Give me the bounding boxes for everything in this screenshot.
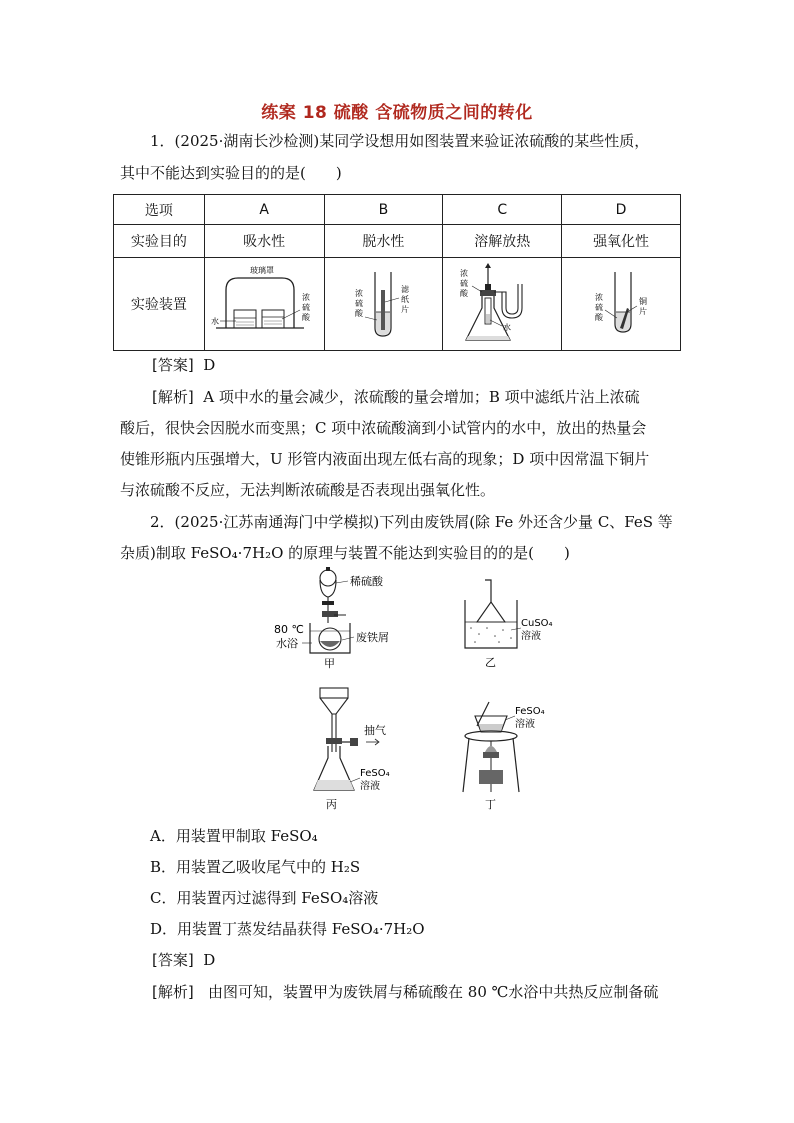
label-figure-jia: 甲: [324, 657, 335, 670]
q2-option-a: A．用装置甲制取 FeSO₄: [150, 827, 318, 845]
q1-analysis-line2: 酸后，很快会因脱水而变黑；C 项中浓硫酸滴到小试管内的水中，放出的热量会: [120, 419, 647, 437]
label-solution: 溶液: [521, 631, 541, 642]
label-acid-char: 硫: [355, 299, 364, 308]
answer-label: [答案]: [152, 951, 194, 969]
label-acid-char: 酸: [595, 313, 604, 322]
label-acid-char: 硫: [595, 303, 604, 312]
label-solution: 溶液: [515, 719, 535, 730]
q1-analysis-line3: 使锥形瓶内压强增大，U 形管内液面出现左低右高的现象；D 项中因常温下铜片: [120, 450, 650, 468]
q1-stem-line1: 1．(2025·湖南长沙检测)某同学设想用如图装置来验证浓硫酸的某些性质，: [150, 132, 650, 150]
label-filter-paper-char: 纸: [401, 295, 410, 304]
table-cell: 脱水性: [324, 225, 443, 258]
label-feso4: FeSO₄: [515, 706, 545, 717]
label-acid-char: 酸: [302, 313, 311, 322]
analysis-label: [解析]: [152, 983, 194, 1001]
table-cell-figure-a: [204, 258, 324, 351]
label-pump: 抽气: [364, 724, 386, 737]
label-filter-paper-char: 滤: [401, 285, 410, 294]
label-acid-char: 浓: [302, 293, 311, 302]
apparatus-yi-figure: [455, 578, 565, 670]
q1-analysis-line4: 与浓硫酸不反应，无法判断浓硫酸是否表现出强氧化性。: [120, 481, 496, 499]
label-acid-char: 浓: [355, 289, 364, 298]
q2-option-d: D．用装置丁蒸发结晶获得 FeSO₄·7H₂O: [150, 920, 425, 938]
analysis-label: [解析]: [152, 388, 194, 406]
label-acid-char: 浓: [460, 269, 469, 278]
copper-test-tube-figure: [565, 262, 677, 346]
q1-experiment-table: [113, 194, 681, 351]
label-figure-yi: 乙: [485, 656, 496, 669]
table-cell-figure-c: [443, 258, 562, 351]
table-cell: A: [204, 195, 324, 225]
table-cell: 溶解放热: [443, 225, 562, 258]
q2-answer-line: [152, 950, 215, 970]
apparatus-bing-figure: [310, 686, 420, 811]
label-figure-ding: 丁: [485, 798, 496, 811]
label-acid-char: 酸: [355, 309, 364, 318]
label-iron-scrap: 废铁屑: [356, 631, 389, 644]
label-acid-char: 浓: [595, 293, 604, 302]
label-feso4: FeSO₄: [360, 768, 390, 779]
label-copper-char: 片: [639, 307, 648, 316]
page-title: 练案 18 硫酸 含硫物质之间的转化: [261, 103, 533, 123]
answer-value: D: [203, 951, 216, 969]
table-row-device: [114, 258, 681, 351]
label-acid-char: 酸: [460, 289, 469, 298]
label-dilute-acid: 稀硫酸: [350, 575, 383, 588]
apparatus-ding-figure: [455, 700, 570, 812]
q2-stem-line1: 2．(2025·江苏南通海门中学模拟)下列由废铁屑(除 Fe 外还含少量 C、FeS 等: [150, 513, 673, 531]
table-row-purpose: [114, 225, 681, 258]
analysis-text: A 项中水的量会减少，浓硫酸的量会增加；B 项中滤纸片沾上浓硫: [203, 388, 640, 406]
label-solution: 溶液: [360, 781, 380, 792]
table-cell: C: [443, 195, 562, 225]
table-cell: B: [324, 195, 443, 225]
label-cuso4: CuSO₄: [521, 618, 553, 629]
label-water: 水: [211, 317, 220, 326]
analysis-text: 由图可知，装置甲为废铁屑与稀硫酸在 80 ℃水浴中共热反应制备硫: [208, 983, 659, 1001]
q2-analysis-line1: [152, 982, 658, 1002]
label-acid-char: 硫: [302, 303, 311, 312]
table-cell-figure-b: [324, 258, 443, 351]
label-temperature: 80 ℃: [274, 623, 304, 636]
label-water: 水: [503, 323, 512, 332]
label-figure-bing: 丙: [326, 798, 337, 811]
q2-stem-line2: 杂质)制取 FeSO₄·7H₂O 的原理与装置不能达到实验目的的是( ): [120, 544, 570, 562]
label-filter-paper-char: 片: [401, 305, 410, 314]
label-acid-char: 硫: [460, 279, 469, 288]
q2-option-c: C．用装置丙过滤得到 FeSO₄溶液: [150, 889, 379, 907]
test-tube-filter-paper-figure: [327, 262, 439, 346]
label-water-bath: 水浴: [276, 637, 298, 650]
table-cell: 实验目的: [114, 225, 205, 258]
table-cell: 吸水性: [204, 225, 324, 258]
q1-stem-line2: 其中不能达到实验目的的是( ): [120, 164, 342, 182]
table-cell-figure-d: [562, 258, 681, 351]
table-cell: 选项: [114, 195, 205, 225]
table-cell: D: [562, 195, 681, 225]
apparatus-jia-figure: [270, 565, 400, 670]
table-header-row: [114, 195, 681, 225]
q2-option-b: B．用装置乙吸收尾气中的 H₂S: [150, 858, 361, 876]
answer-value: D: [203, 356, 216, 374]
q1-analysis-line1: [152, 387, 640, 407]
flask-u-tube-figure: [446, 262, 558, 346]
bell-jar-apparatus-figure: [208, 262, 320, 346]
answer-label: [答案]: [152, 356, 194, 374]
table-cell: 实验装置: [114, 258, 205, 351]
label-glass-cover: 玻璃罩: [250, 266, 275, 275]
table-cell: 强氧化性: [562, 225, 681, 258]
label-copper-char: 铜: [639, 297, 648, 306]
q1-answer-line: [152, 355, 215, 375]
